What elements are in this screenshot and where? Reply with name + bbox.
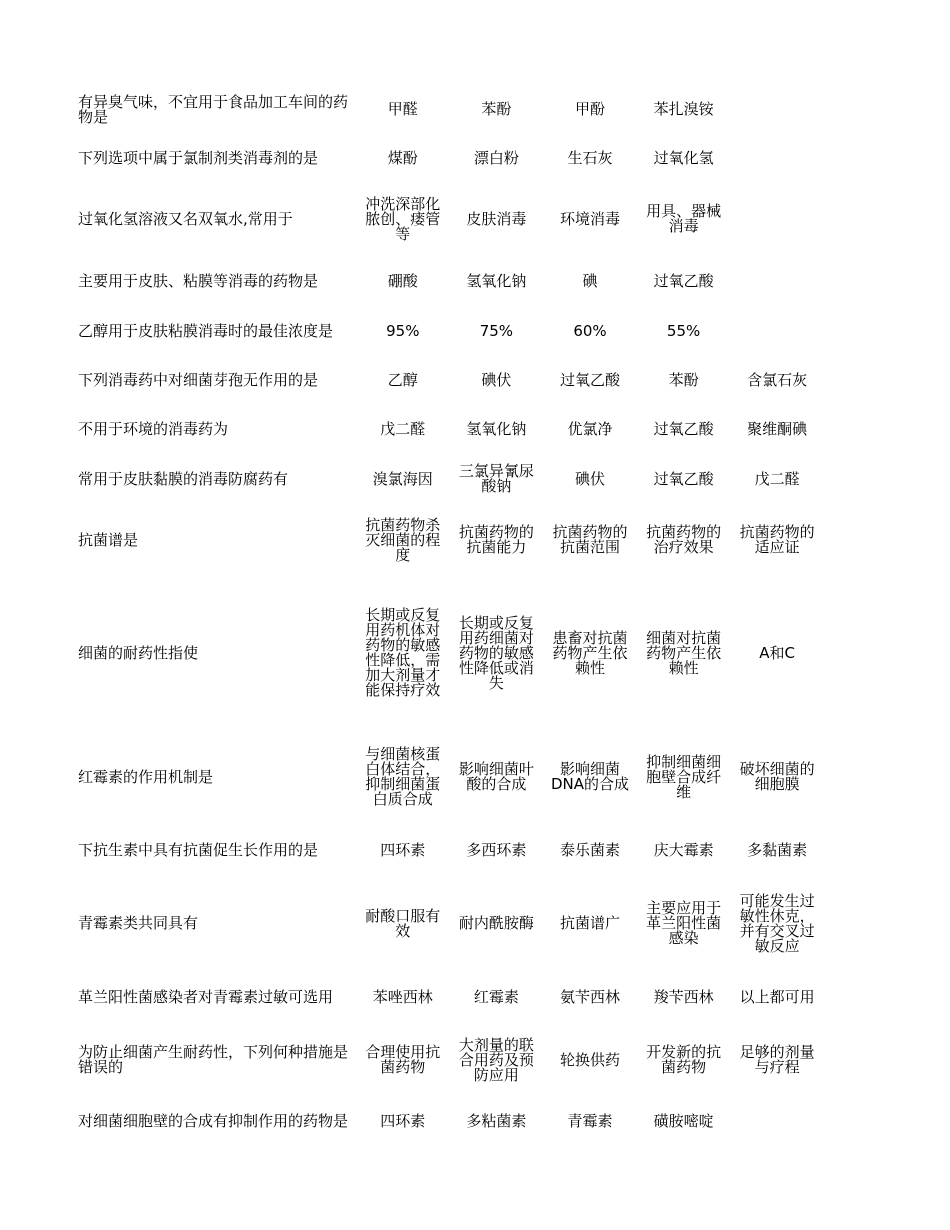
option-e: 聚维酮碘 [747,419,808,438]
option-d: 55% [666,321,701,340]
option-a: 耐酸口服有效 [365,906,441,940]
option-d: 抗菌药物的治疗效果 [646,523,722,556]
option-d: 羧苄西林 [653,988,714,1006]
question-text: 红霉素的作用机制是 [78,767,214,786]
option-e: 足够的剂量与疗程 [739,1043,815,1076]
option-b: 多西环素 [466,841,527,859]
question-row [78,183,878,255]
option-c: 泰乐菌素 [559,841,620,859]
option-b: 氢氧化钠 [466,419,527,438]
option-a: 冲洗深部化脓创、瘘管等 [365,194,441,243]
question-row [78,575,878,731]
option-e: A和C [759,643,796,662]
option-e: 戊二醛 [754,469,800,488]
question-text: 对细菌细胞壁的合成有抑制作用的药物是 [78,1111,349,1130]
option-a: 抗菌药物杀灭细菌的程度 [365,515,441,564]
question-text: 乙醇用于皮肤粘膜消毒时的最佳浓度是 [78,321,334,340]
option-b: 皮肤消毒 [466,209,527,228]
option-e: 以上都可用 [739,988,815,1006]
option-d: 过氧化氢 [653,148,714,167]
option-c: 过氧乙酸 [559,370,620,389]
question-text: 青霉素类共同具有 [78,914,199,932]
option-a: 溴氯海因 [372,469,433,488]
option-d: 过氧乙酸 [653,271,714,290]
question-row [78,1026,878,1094]
option-b: 红霉素 [473,988,519,1006]
option-d: 庆大霉素 [653,841,714,859]
question-row [78,405,878,453]
option-b: 抗菌药物的抗菌能力 [458,523,534,556]
option-a: 煤酚 [387,148,418,167]
option-c: 生石灰 [567,148,613,167]
question-sheet [78,86,878,1148]
option-e: 含氯石灰 [747,370,808,389]
question-row [78,355,878,405]
option-e: 破坏细菌的细胞膜 [739,760,815,793]
question-text: 不用于环境的消毒药为 [78,419,229,438]
option-a: 95% [386,321,420,340]
option-d: 苯酚 [668,370,699,389]
option-c: 碘 [582,271,598,290]
question-text: 主要用于皮肤、粘膜等消毒的药物是 [78,271,319,290]
option-b: 三氯异氰尿酸钠 [458,462,534,495]
option-b: 影响细菌叶酸的合成 [458,760,534,793]
option-b: 碘伏 [481,370,512,389]
option-a: 四环素 [380,841,426,859]
question-row [78,969,878,1026]
option-c: 优氯净 [567,419,613,438]
option-d: 磺胺嘧啶 [653,1111,714,1130]
question-text: 下列消毒药中对细菌芽孢无作用的是 [78,370,319,389]
option-d: 过氧乙酸 [653,419,714,438]
option-a: 长期或反复用药机体对药物的敏感性降低，需加大剂量才能保持疗效 [365,606,441,699]
question-text: 细菌的耐药性指使 [78,643,199,662]
option-a: 戊二醛 [380,419,426,438]
question-row [78,878,878,969]
question-row [78,823,878,878]
option-c: 碘伏 [574,469,605,488]
option-b: 苯酚 [481,100,512,118]
option-d: 主要应用于革兰阳性菌感染 [646,899,722,947]
option-d: 细菌对抗菌药物产生依赖性 [646,628,722,677]
question-row [78,1094,878,1148]
option-c: 患畜对抗菌药物产生依赖性 [552,628,628,677]
option-d: 用具、器械消毒 [646,202,722,235]
option-b: 大剂量的联合用药及预防应用 [458,1035,534,1084]
option-a: 与细菌核蛋白体结合，抑制细菌蛋白质合成 [365,745,441,808]
option-c: 轮换供药 [559,1050,620,1069]
option-b: 多粘菌素 [466,1111,527,1130]
question-row [78,453,878,505]
question-text: 抗菌谱是 [78,530,139,549]
option-c: 影响细菌DNA的合成 [550,760,629,793]
option-d: 过氧乙酸 [653,469,714,488]
option-b: 耐内酰胺酶 [458,914,534,932]
option-c: 青霉素 [567,1111,613,1130]
option-c: 氨苄西林 [559,988,620,1006]
question-row [78,731,878,823]
option-d: 苯扎溴铵 [653,100,714,118]
option-a: 乙醇 [387,370,418,389]
question-text: 常用于皮肤黏膜的消毒防腐药有 [78,469,289,488]
option-a: 硼酸 [387,271,418,290]
option-a: 合理使用抗菌药物 [365,1043,441,1076]
option-b: 长期或反复用药细菌对药物的敏感性降低或消失 [458,613,534,692]
option-d: 开发新的抗菌药物 [646,1043,722,1076]
question-text: 为防止细菌产生耐药性，下列何种措施是错误的 [78,1043,349,1076]
question-text: 革兰阳性菌感染者对青霉素过敏可选用 [78,988,334,1006]
option-c: 抗菌药物的抗菌范围 [552,523,628,556]
option-b: 氢氧化钠 [466,271,527,290]
option-e: 抗菌药物的适应证 [739,523,815,556]
question-row [78,505,878,575]
question-row [78,307,878,355]
question-text: 有异臭气味，不宜用于食品加工车间的药物是 [78,92,349,126]
question-row [78,255,878,307]
option-c: 甲酚 [574,100,605,118]
question-row [78,86,878,133]
option-c: 环境消毒 [559,209,620,228]
option-b: 75% [479,321,514,340]
option-b: 漂白粉 [473,148,519,167]
option-d: 抑制细菌细胞壁合成纤维 [646,752,722,801]
option-c: 60% [573,321,607,340]
question-text: 过氧化氢溶液又名双氧水,常用于 [78,209,293,228]
question-text: 下列选项中属于氯制剂类消毒剂的是 [78,148,319,167]
question-row [78,133,878,183]
option-a: 苯唑西林 [372,988,433,1006]
option-a: 四环素 [380,1111,426,1130]
option-c: 抗菌谱广 [559,914,620,932]
option-e: 可能发生过敏性休克，并有交叉过敏反应 [739,891,815,955]
question-text: 下抗生素中具有抗菌促生长作用的是 [78,841,319,859]
option-e: 多黏菌素 [747,841,808,859]
option-a: 甲醛 [387,100,418,118]
